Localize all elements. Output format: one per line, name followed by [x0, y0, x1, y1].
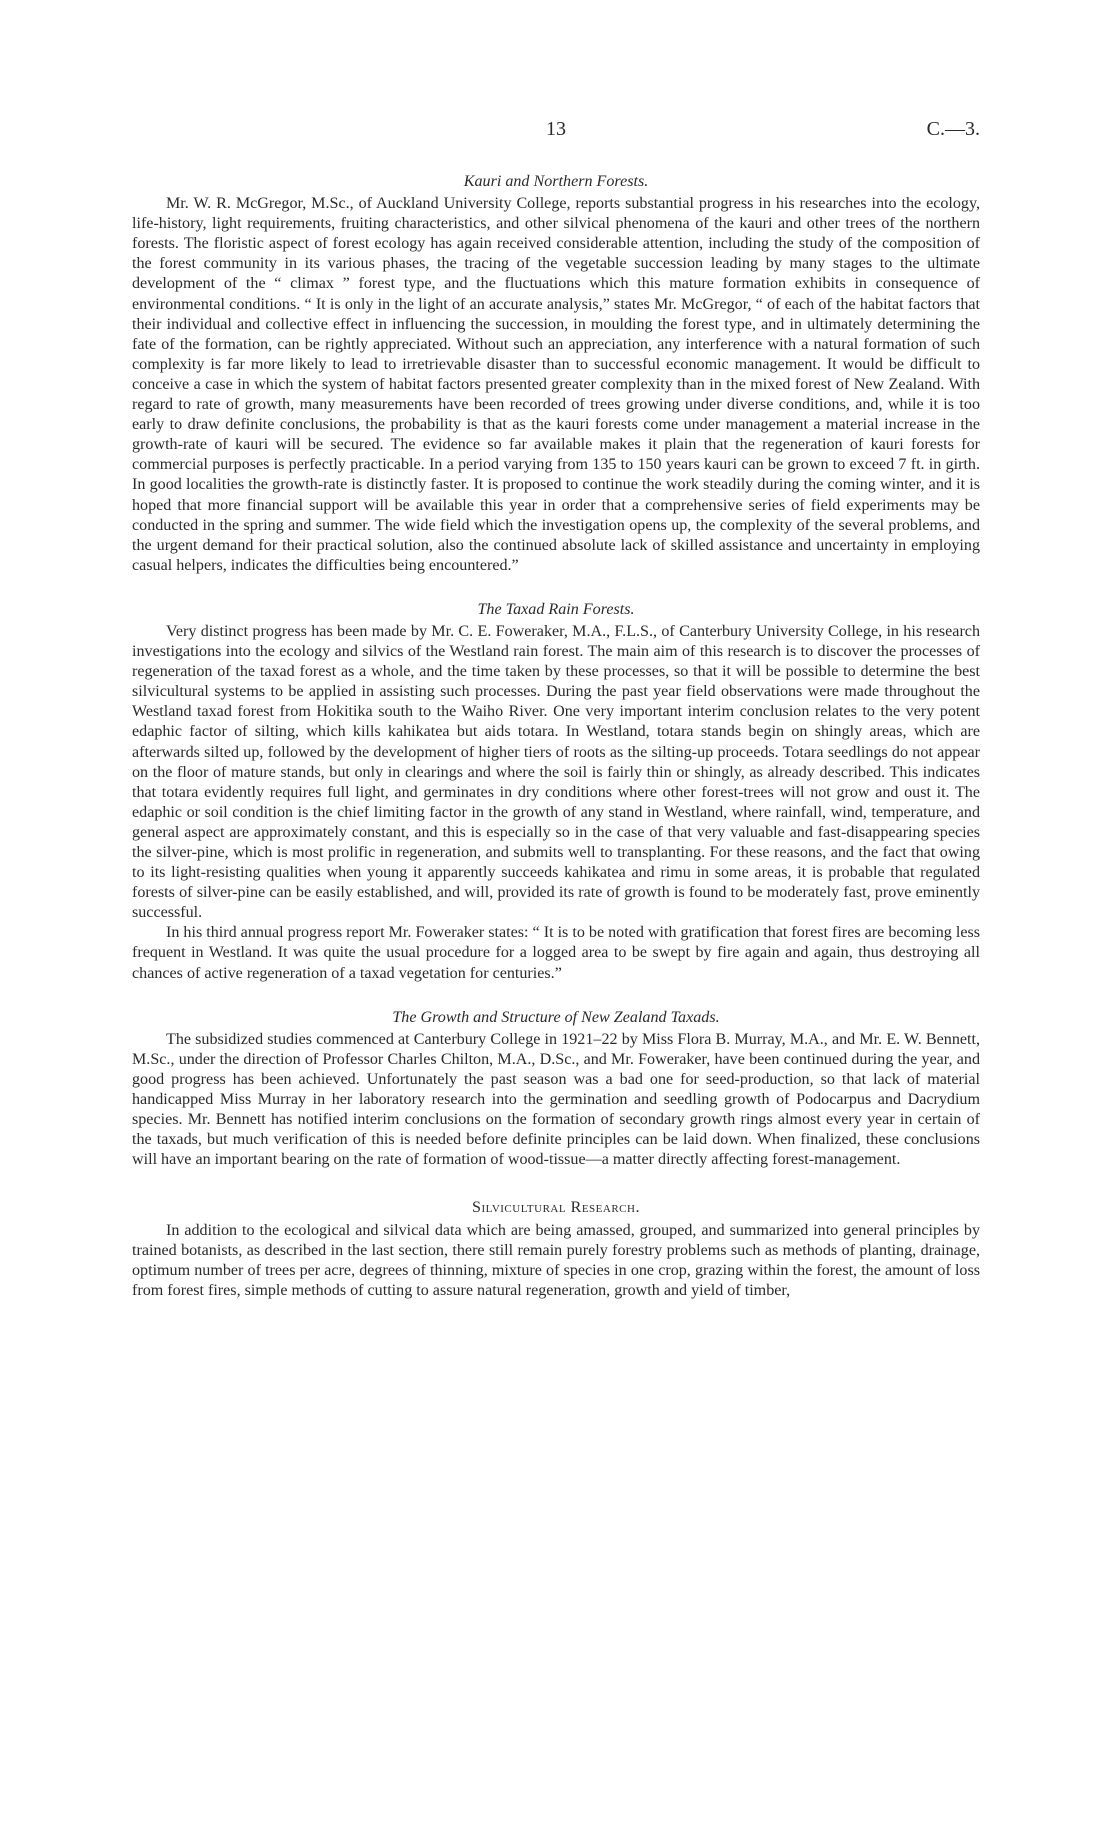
section-growth-structure-taxads [132, 1008, 980, 1171]
paragraph: Mr. W. R. McGregor, M.Sc., of Auckland University College, reports substantial progress in his researches into the ecology, life-history, light requirements, fruiting characteristics, and other silvical phenomena of the kauri and other trees of the northern forests. The floristic aspect of forest ecology has again received considerable attention, including the study of the composition of the forest community in its various phases, the tracing of the vegetable succession leading by many stages to the ultimate development of the “ climax ” forest type, and the fluctuations which this mature formation exhibits in consequence of environmental conditions. “ It is only in the light of an accurate analysis,” states Mr. McGregor, “ of each of the habitat factors that their individual and collective effect in influencing the succession, in moulding the forest type, and in ultimately determining the fate of the formation, can be rightly appreciated. Without such an appreciation, any interference with a natural formation of such complexity is far more likely to lead to irretrievable disaster than to successful economic management. It would be difficult to conceive a case in which the system of habitat factors presented greater complexity than in the mixed forest of New Zealand. With regard to rate of growth, many measurements have been recorded of trees growing under diverse conditions, and, while it is too early to draw definite conclusions, the probability is that as the kauri forests come under management a material increase in the growth-rate of kauri will be secured. The evidence so far available makes it plain that the regeneration of kauri forests for commercial purposes is perfectly practicable. In a period varying from 135 to 150 years kauri can be grown to exceed 7 ft. in girth. In good localities the growth-rate is distinctly faster. It is proposed to continue the work steadily during the coming winter, and it is hoped that more financial support will be available this year in order that a comprehensive series of field experiments may be conducted in the spring and summer. The wide field which the investigation opens up, the complexity of the several problems, and the urgent demand for their practical solution, also the continued absolute lack of skilled assistance and uncertainty in employing casual helpers, indicates the difficulties being encountered.” [132, 195, 980, 574]
page-header [132, 118, 980, 148]
section-taxad-rain-forests [132, 600, 980, 984]
paragraph: The subsidized studies commenced at Canterbury College in 1921–22 by Miss Flora B. Murray, M.A., and Mr. E. W. Bennett, M.Sc., under the direction of Professor Charles Chilton, M.A., D.Sc., and Mr. Foweraker, have been continued during the year, and good progress has been achieved. Unfortunately the past season was a bad one for seed-production, so that lack of material handicapped Miss Murray in her laboratory research into the germination and seedling growth of Podocarpus and Dacrydium species. Mr. Bennett has notified interim conclusions on the formation of secondary growth rings almost every year in certain of the taxads, but much verification of this is needed before definite principles can be laid down. When finalized, these conclusions will have an important bearing on the rate of formation of wood-tissue—a matter directly affecting forest-management. [132, 1030, 980, 1169]
section-silvicultural-research [132, 1198, 980, 1300]
paragraph: In his third annual progress report Mr. Foweraker states: “ It is to be noted with gratification that forest fires are becoming less frequent in Westland. It was quite the usual procedure for a logged area to be swept by fire again and again, thus destroying all chances of active regeneration of a taxad vegetation for centuries.” [132, 924, 980, 982]
section-heading: The Taxad Rain Forests. [477, 600, 635, 618]
section-heading: The Growth and Structure of New Zealand Taxads. [392, 1008, 720, 1026]
page-number: 13 [546, 118, 566, 140]
page-body [132, 172, 980, 1301]
section-heading: Silvicultural Research. [472, 1199, 640, 1217]
section-kauri-northern-forests [132, 172, 980, 576]
paragraph: In addition to the ecological and silvical data which are being amassed, grouped, and summarized into general principles by trained botanists, as described in the last section, there still remain purely forestry problems such as methods of planting, drainage, optimum number of trees per acre, degrees of thinning, mixture of species in one crop, grazing within the forest, the amount of loss from forest fires, simple methods of cutting to assure natural regeneration, growth and yield of timber, [132, 1221, 980, 1299]
paragraph: Very distinct progress has been made by Mr. C. E. Foweraker, M.A., F.L.S., of Canterbury University College, in his research investigations into the ecology and silvics of the Westland rain forest. The main aim of this research is to discover the processes of regeneration of the taxad forest as a whole, and the time taken by these processes, so that it will be possible to determine the best silvicultural systems to be applied in assisting such processes. During the past year field observations were made throughout the Westland taxad forest from Hokitika south to the Waiho River. One very important interim conclusion relates to the very potent edaphic factor of silting, which kills kahikatea but aids totara. In Westland, totara stands begin on shingly areas, which are afterwards silted up, followed by the development of higher tiers of roots as the silting-up proceeds. Totara seedlings do not appear on the floor of mature stands, but only in clearings and where the soil is fairly thin or shingly, as already described. This indicates that totara evidently requires full light, and germinates in dry conditions where other forest-trees will not grow and oust it. The edaphic or soil condition is the chief limiting factor in the growth of any stand in Westland, where rainfall, wind, temperature, and general aspect are approximately constant, and this is especially so in the case of that very valuable and fast-disappearing species the silver-pine, which is most prolific in regeneration, and submits well to transplanting. For these reasons, and the fact that owing to its light-resisting qualities when young it apparently succeeds kahikatea and rimu in some areas, it is probable that regulated forests of silver-pine can be easily established, and will, provided its rate of growth is found to be moderately fast, prove eminently successful. [132, 622, 980, 922]
document-code: C.—3. [926, 118, 980, 140]
section-heading: Kauri and Northern Forests. [463, 173, 649, 190]
